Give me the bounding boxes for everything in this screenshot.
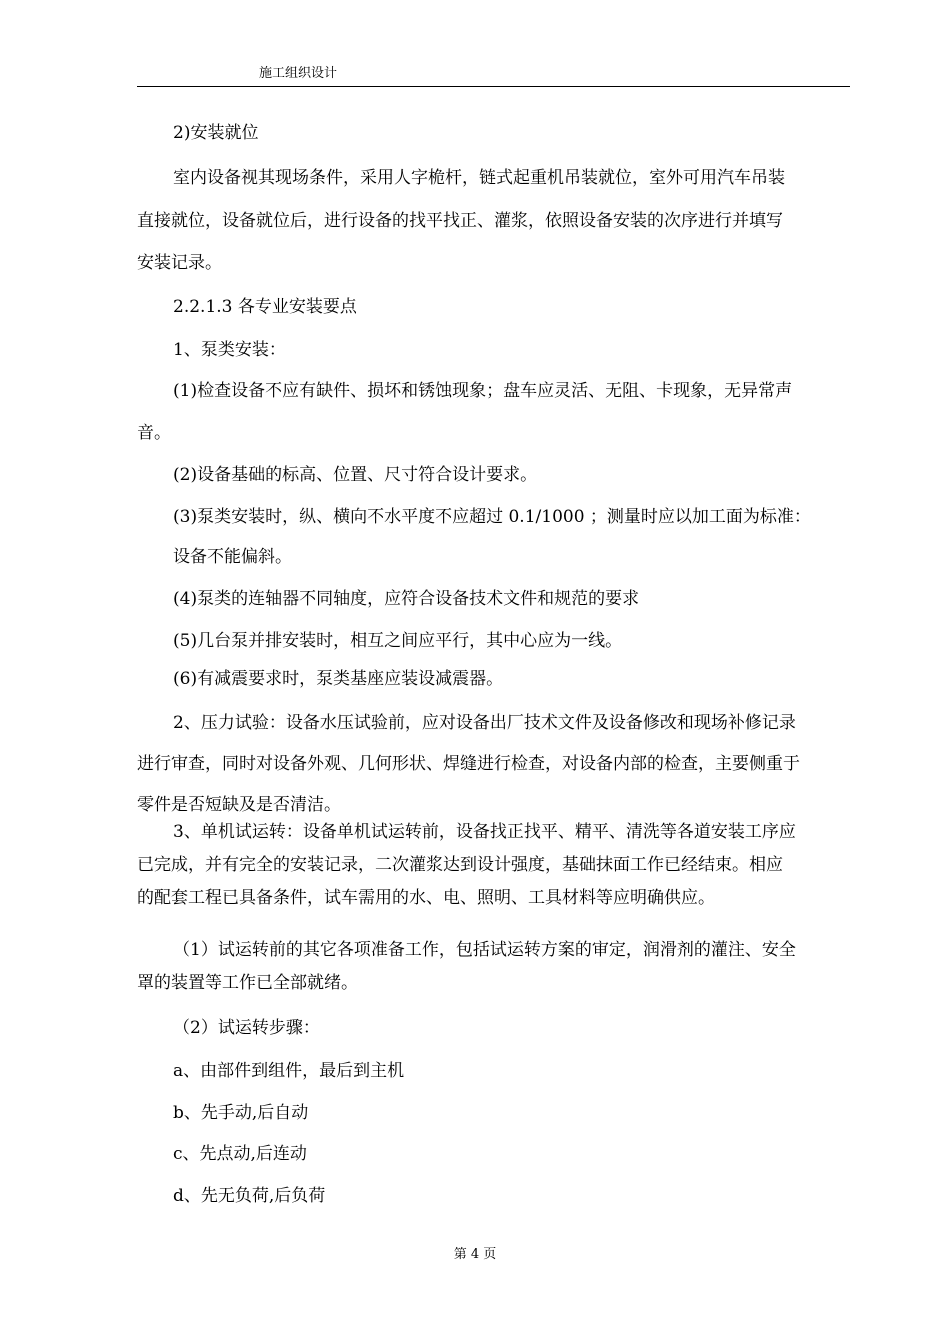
list-item-continuation: 设备不能偏斜。	[173, 547, 292, 567]
paragraph-line: 进行审查，同时对设备外观、几何形状、焊缝进行检查，对设备内部的检查，主要侧重于	[137, 754, 800, 774]
subsection-heading: 2)安装就位	[173, 123, 259, 143]
list-item: (2)设备基础的标高、位置、尺寸符合设计要求。	[173, 465, 538, 485]
list-item: (4)泵类的连轴器不同轴度，应符合设备技术文件和规范的要求	[173, 589, 640, 609]
paragraph-line: 已完成，并有完全的安装记录，二次灌浆达到设计强度，基础抹面工作已经结束。相应	[137, 855, 783, 875]
section-heading: 2.2.1.3 各专业安装要点	[173, 297, 357, 317]
header-title: 施工组织设计	[259, 66, 338, 81]
paragraph-line: 3、单机试运转：设备单机试运转前，设备找正找平、精平、清洗等各道安装工序应	[173, 822, 796, 842]
list-item: (5)几台泵并排安装时，相互之间应平行，其中心应为一线。	[173, 631, 623, 651]
list-item: (1)检查设备不应有缺件、损坏和锈蚀现象；盘车应灵活、无阻、卡现象，无异常声	[173, 381, 793, 401]
paragraph-line: 零件是否短缺及是否清洁。	[137, 795, 341, 815]
list-item: (3)泵类安装时，纵、横向不水平度不应超过 0.1/1000 ；测量时应以加工面为标准：	[173, 507, 811, 527]
paragraph-line: 室内设备视其现场条件，采用人字桅杆，链式起重机吊装就位，室外可用汽车吊装	[173, 168, 785, 188]
step-item: b、先手动,后自动	[173, 1103, 309, 1123]
paragraph-line: （1）试运转前的其它各项准备工作，包括试运转方案的审定，润滑剂的灌注、安全	[173, 940, 796, 960]
list-item-continuation: 音。	[137, 423, 171, 443]
list-heading: （2）试运转步骤：	[173, 1018, 320, 1038]
step-item: d、先无负荷,后负荷	[173, 1186, 326, 1206]
paragraph-line: 2、压力试验：设备水压试验前，应对设备出厂技术文件及设备修改和现场补修记录	[173, 713, 796, 733]
paragraph-line: 安装记录。	[137, 253, 222, 273]
paragraph-line: 的配套工程已具备条件，试车需用的水、电、照明、工具材料等应明确供应。	[137, 888, 715, 908]
page-number: 第 4 页	[453, 1247, 497, 1262]
paragraph-line: 直接就位，设备就位后，进行设备的找平找正、灌浆，依照设备安装的次序进行并填写	[137, 211, 783, 231]
step-item: a、由部件到组件，最后到主机	[173, 1061, 405, 1081]
step-item: c、先点动,后连动	[173, 1144, 307, 1164]
page-header	[137, 66, 850, 87]
list-heading: 1、泵类安装：	[173, 340, 286, 360]
paragraph-line: 罩的装置等工作已全部就绪。	[137, 973, 358, 993]
list-item: (6)有减震要求时，泵类基座应装设减震器。	[173, 669, 504, 689]
